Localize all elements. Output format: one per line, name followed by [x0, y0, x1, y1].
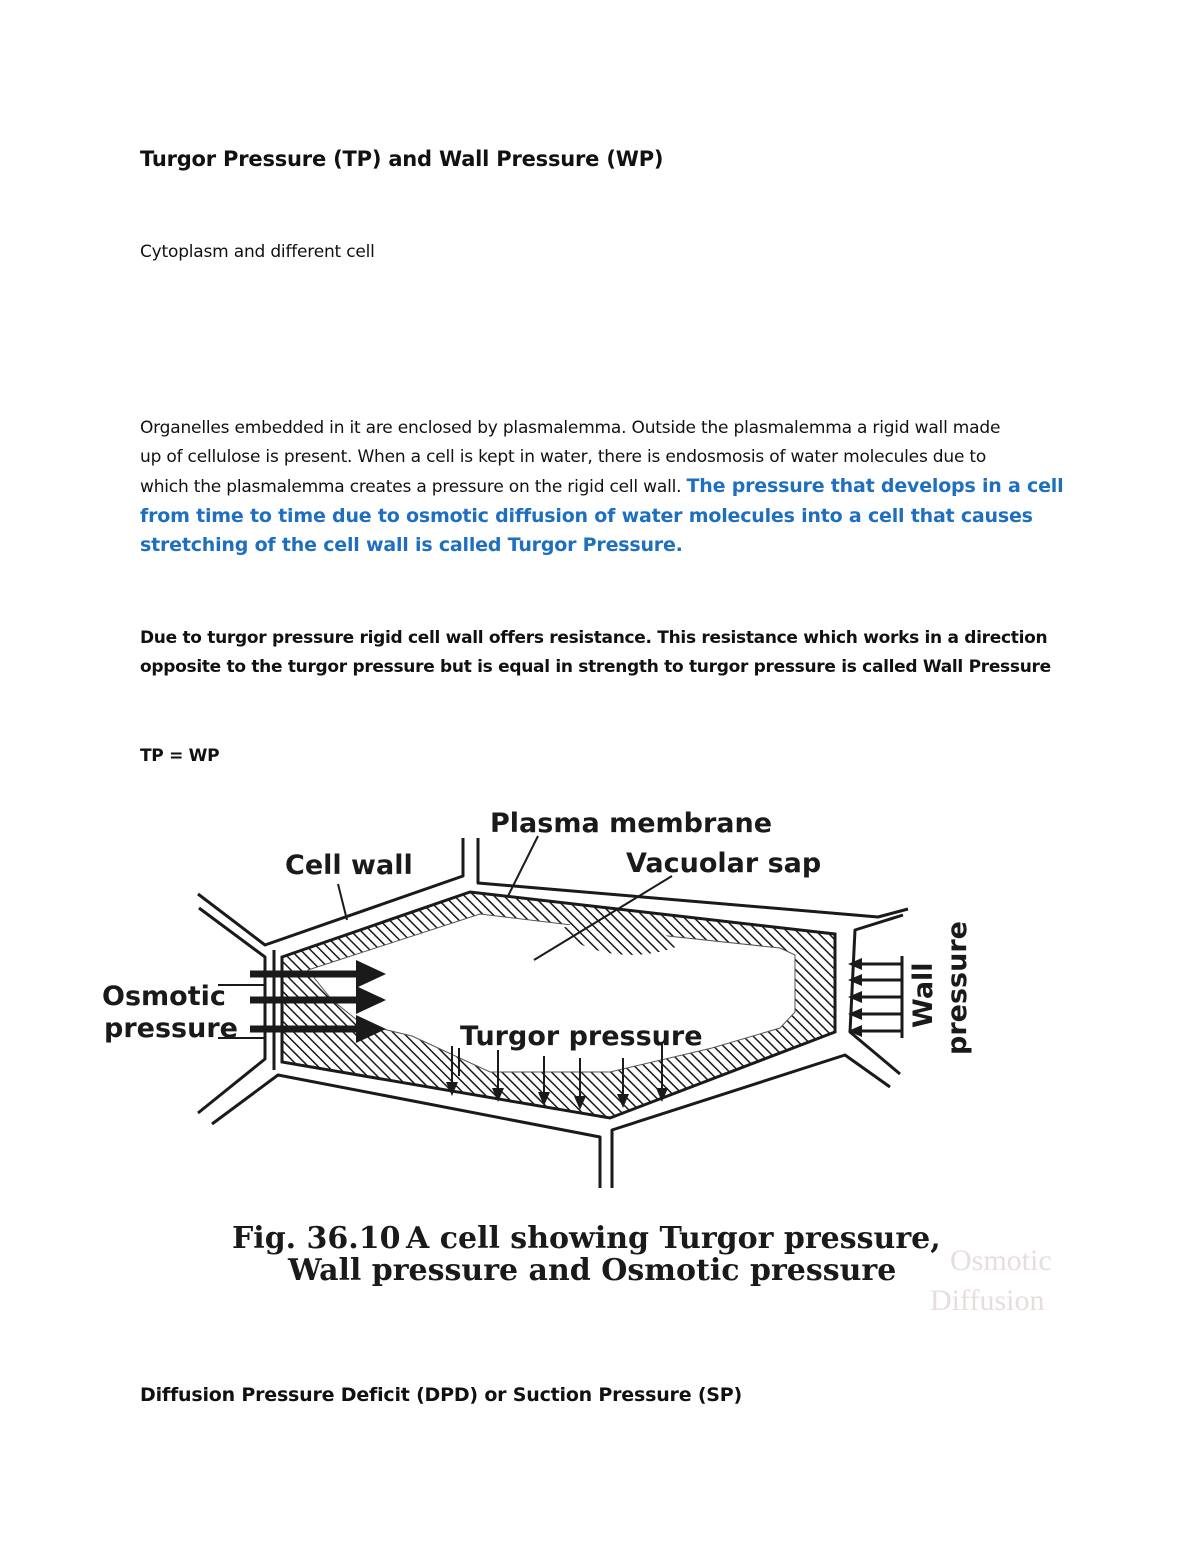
label-osmotic: Osmotic: [102, 981, 226, 1012]
scan-bleed-through: [930, 1244, 1052, 1317]
label-vacuolar-sap: Vacuolar sap: [626, 848, 822, 879]
para1-line1: Organelles embedded in it are enclosed by plasmalemma. Outside the plasmalemma a rigid wall made: [140, 418, 1001, 438]
para2-line1: Due to turgor pressure rigid cell wall offers resistance. This resistance which works in a direction: [140, 628, 1048, 648]
para1-line3: [140, 472, 1070, 502]
label-plasma-membrane: Plasma membrane: [490, 808, 773, 839]
turgor-definition-highlight-3: stretching of the cell wall is called Turgor Pressure.: [140, 534, 683, 556]
tp-equals-wp-equation: TP = WP: [140, 746, 220, 766]
wall-pressure-arrows: [848, 956, 902, 1038]
para2-line2: opposite to the turgor pressure but is equal in strength to turgor pressure is called Wall Pressure: [140, 657, 1051, 677]
label-cell-wall: Cell wall: [285, 850, 413, 881]
wall-pressure-paragraph: [140, 624, 1070, 682]
osmotic-pressure-arrows: [250, 960, 386, 1043]
label-wall: Wall: [908, 962, 939, 1028]
section-heading-turgor-wall-pressure: Turgor Pressure (TP) and Wall Pressure (WP): [140, 147, 664, 171]
turgor-definition-highlight-2: from time to time due to osmotic diffusion of water molecules into a cell that causes: [140, 505, 1033, 527]
turgor-definition-paragraph: [140, 414, 1070, 560]
cytoplasm-line: Cytoplasm and different cell: [140, 242, 375, 262]
caption-line-1: A cell showing Turgor pressure,: [406, 1221, 941, 1256]
label-wall-pressure: pressure: [942, 921, 973, 1055]
figure-number: Fig. 36.10: [232, 1221, 401, 1256]
section-heading-dpd: Diffusion Pressure Deficit (DPD) or Suction Pressure (SP): [140, 1384, 742, 1406]
svg-text:Osmotic: Osmotic: [950, 1244, 1052, 1277]
caption-line-2: Wall pressure and Osmotic pressure: [288, 1253, 897, 1288]
para1-line3-plain: which the plasmalemma creates a pressure on the rigid cell wall.: [140, 477, 687, 497]
turgor-definition-highlight-1: The pressure that develops in a cell: [686, 475, 1064, 497]
svg-text:Diffusion: Diffusion: [930, 1284, 1045, 1317]
para1-line2: up of cellulose is present. When a cell is kept in water, there is endosmosis of water molecules due to: [140, 447, 987, 467]
label-osmotic-pressure: pressure: [104, 1013, 238, 1044]
cell-pressure-figure: [90, 780, 1090, 1350]
label-turgor-pressure: Turgor pressure: [460, 1021, 703, 1052]
